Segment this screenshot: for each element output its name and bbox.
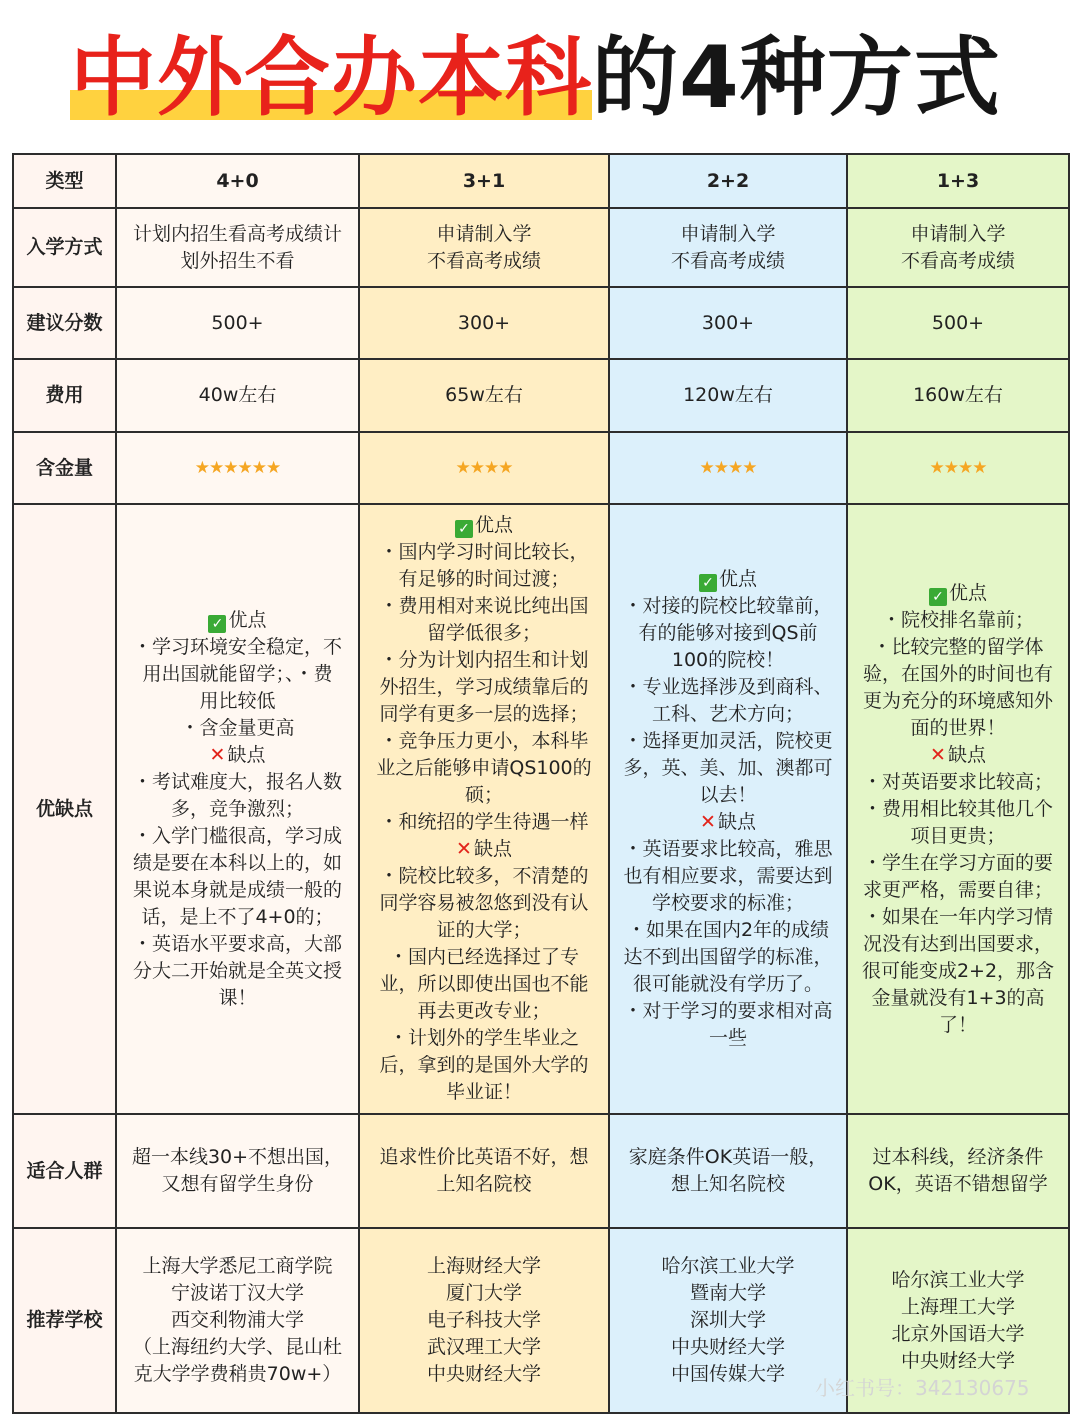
cons-heading [610,809,846,836]
cons-line: ・学生在学习方面的要 [862,851,1053,874]
school-name: 中央财经大学 [426,1363,541,1385]
pros-line: ・选择更加灵活，院校更 [623,730,833,752]
value-cell [847,432,1069,504]
value-cell [116,432,359,504]
pros-heading [610,566,846,593]
cost-cell: 40w左右 [116,359,359,432]
row-label-audience: 适合人群 [13,1114,116,1228]
cons-heading [360,836,608,863]
cross-icon: ✕ [700,811,716,833]
cons-line: 后，拿到的是国外大学的 [379,1054,589,1076]
pros-line: 以去！ [699,784,757,806]
cross-icon: ✕ [930,743,946,766]
cost-cell: 120w左右 [609,359,847,432]
star-icon: ★ [251,458,266,478]
pros-line: ・比较完整的留学体 [872,635,1044,658]
school-name: 北京外国语大学 [891,1322,1025,1345]
row-cost [13,359,1069,432]
comparison-table [12,153,1070,1414]
cell-line: 划外招生不看 [180,249,295,272]
pros-line: 用出国就能留学；、・费 [142,662,333,685]
pros-line: ・国内学习时间比较长， [379,541,589,563]
cons-line: ・对于学习的要求相对高 [623,1000,833,1022]
cons-line: 多，竞争激烈； [170,797,304,820]
pros-label: 优点 [948,581,987,604]
school-name: 中央财经大学 [900,1349,1015,1372]
cons-line: 课！ [218,986,257,1009]
proscons-cell [359,504,609,1114]
school-name: 电子科技大学 [426,1309,541,1331]
pros-line: ・学习环境安全稳定，不 [132,635,342,658]
star-icon: ★ [194,458,209,478]
schools-cell [116,1228,359,1413]
star-rating [195,458,281,478]
cons-line: 证的大学； [436,919,532,941]
title-area [0,0,1080,150]
cons-line: ・如果在国内2年的成绩 [626,919,830,941]
star-icon: ★ [929,458,944,478]
row-label-proscons: 优缺点 [13,504,116,1114]
star-icon: ★ [469,458,484,478]
cons-heading [117,742,358,769]
pros-line: 更为充分的环境感知外 [862,689,1053,712]
row-label-type: 类型 [13,154,116,208]
star-icon: ★ [943,458,958,478]
star-icon: ★ [699,458,714,478]
pros-heading [848,580,1068,607]
cell-line: 超一本线30+不想出国， [131,1146,344,1168]
row-audience [13,1114,1069,1228]
admission-cell [609,208,847,287]
proscons-cell [847,504,1069,1114]
pros-label: 优点 [718,568,757,590]
star-icon: ★ [266,458,281,478]
cell-line: 想上知名院校 [670,1173,785,1195]
type-3-1: 3+1 [359,154,609,208]
type-1-3: 1+3 [847,154,1069,208]
pros-line: 有足够的时间过渡； [398,568,570,590]
cons-line: 毕业证！ [445,1081,522,1103]
cell-line: 追求性价比英语不好，想 [379,1146,589,1168]
cons-heading [848,742,1068,769]
cons-line: ・入学门槛很高，学习成 [132,824,342,847]
cons-line: 况没有达到出国要求， [862,932,1053,955]
cons-line: 分大二开始就是全英文授 [132,959,342,982]
cons-line: 同学容易被忽悠到没有认 [379,892,589,914]
pros-line: ・费用相对来说比纯出国 [379,595,589,617]
score-cell: 300+ [609,287,847,359]
star-rating [456,458,513,478]
cost-cell: 160w左右 [847,359,1069,432]
school-name: 克大学学费稍贵70w+） [133,1363,342,1385]
star-icon: ★ [237,458,252,478]
star-icon: ★ [972,458,987,478]
check-icon: ✓ [699,574,717,592]
pros-line: ・和统招的学生待遇一样 [379,811,589,833]
row-type [13,154,1069,208]
pros-line: 100的院校！ [671,649,785,671]
pros-line: 验，在国外的时间也有 [862,662,1053,685]
cons-line: ・如果在一年内学习情 [862,905,1053,928]
cell-line: 计划内招生看高考成绩计 [132,222,342,245]
schools-cell [359,1228,609,1413]
admission-cell [847,208,1069,287]
school-name: （上海纽约大学、昆山杜 [132,1336,342,1358]
cons-line: ・国内已经选择过了专 [388,946,579,968]
star-icon: ★ [713,458,728,478]
cons-line: 学校要求的标准； [651,892,804,914]
pros-line: 硕； [464,784,503,806]
pros-line: 留学低很多； [426,622,541,644]
audience-cell [116,1114,359,1228]
check-icon: ✓ [208,615,226,633]
type-2-2: 2+2 [609,154,847,208]
cell-line: 上知名院校 [436,1173,532,1195]
cons-line: ・考试难度大，报名人数 [132,770,342,793]
cons-line: 也有相应要求，需要达到 [623,865,833,887]
row-label-schools: 推荐学校 [13,1228,116,1413]
star-icon: ★ [498,458,513,478]
cell-line: OK，英语不错想留学 [868,1173,1048,1195]
cons-label: 缺点 [717,811,756,833]
watermark: 小红书号：342130675 [815,1376,1030,1400]
type-4-0: 4+0 [116,154,359,208]
cell-line: 申请制入学 [910,222,1006,245]
star-rating [930,458,987,478]
value-cell [359,432,609,504]
cons-line: 很可能变成2+2，那含 [861,959,1055,982]
score-cell: 300+ [359,287,609,359]
cell-line: 又想有留学生身份 [161,1173,314,1195]
cons-line: 项目更贵； [910,824,1006,847]
pros-heading [360,512,608,539]
pros-line: 用比较低 [199,689,276,712]
cell-line: 不看高考成绩 [900,249,1015,272]
pros-line: 业之后能够申请QS100的 [376,757,592,779]
school-name: 宁波诺丁汉大学 [170,1282,304,1304]
pros-line: 有的能够对接到QS前 [638,622,818,644]
proscons-cell [609,504,847,1114]
pros-line: 多，英、美、加、澳都可 [623,757,833,779]
page-title [70,28,1001,128]
cost-cell: 65w左右 [359,359,609,432]
value-cell [609,432,847,504]
star-icon: ★ [223,458,238,478]
cell-line: 过本科线，经济条件 [872,1146,1044,1168]
school-name: 上海大学悉尼工商学院 [142,1255,333,1277]
cell-line: 家庭条件OK英语一般， [628,1146,828,1168]
audience-cell [847,1114,1069,1228]
score-cell: 500+ [116,287,359,359]
school-name: 哈尔滨工业大学 [891,1268,1025,1291]
star-icon: ★ [209,458,224,478]
cross-icon: ✕ [209,743,226,766]
school-name: 上海财经大学 [426,1255,541,1277]
cons-line: 果说本身就是成绩一般的 [132,878,342,901]
cons-label: 缺点 [947,743,986,766]
cons-line: ・费用相比较其他几个 [862,797,1053,820]
school-name: 中央财经大学 [670,1336,785,1358]
cons-line: 很可能就没有学历了。 [632,973,823,995]
cons-label: 缺点 [473,838,512,860]
pros-line: ・分为计划内招生和计划 [379,649,589,671]
proscons-cell [116,504,359,1114]
pros-line: 同学有更多一层的选择； [379,703,589,725]
admission-cell [116,208,359,287]
cons-line: 一些 [708,1027,747,1049]
row-admission [13,208,1069,287]
cons-line: ・计划外的学生毕业之 [388,1027,579,1049]
row-label-admission: 入学方式 [13,208,116,287]
title-dark-part: 的4种方式 [592,28,1001,128]
school-name: 暨南大学 [689,1282,766,1304]
pros-label: 优点 [474,514,513,536]
cons-line: ・院校比较多，不清楚的 [379,865,589,887]
row-label-value: 含金量 [13,432,116,504]
cross-icon: ✕ [456,838,472,860]
pros-line: 面的世界！ [910,716,1006,739]
school-name: 西交利物浦大学 [170,1309,304,1331]
cell-line: 申请制入学 [680,222,776,245]
school-name: 深圳大学 [689,1309,766,1331]
audience-cell [609,1114,847,1228]
pros-heading [117,607,358,634]
row-value [13,432,1069,504]
cons-label: 缺点 [227,743,266,766]
star-icon: ★ [484,458,499,478]
star-icon: ★ [728,458,743,478]
pros-line: ・专业选择涉及到商科、 [623,676,833,698]
cons-line: ・英语要求比较高，雅思 [623,838,833,860]
star-icon: ★ [958,458,973,478]
school-name: 上海理工大学 [900,1295,1015,1318]
cons-line: 了！ [938,1013,977,1036]
star-icon: ★ [742,458,757,478]
pros-line: ・含金量更高 [180,716,295,739]
check-icon: ✓ [929,588,947,606]
score-cell: 500+ [847,287,1069,359]
cons-line: 金量就没有1+3的高 [871,986,1045,1009]
school-name: 中国传媒大学 [670,1363,785,1385]
cell-line: 申请制入学 [436,222,532,245]
row-proscons [13,504,1069,1114]
schools-cell [609,1228,847,1413]
pros-line: ・对接的院校比较靠前， [623,595,833,617]
row-score [13,287,1069,359]
pros-line: 外招生，学习成绩靠后的 [379,676,589,698]
pros-line: ・院校排名靠前； [881,608,1034,631]
cons-line: 绩是要在本科以上的，如 [132,851,342,874]
cons-line: 再去更改专业； [417,1000,551,1022]
row-label-cost: 费用 [13,359,116,432]
cons-line: 求更严格，需要自律； [862,878,1053,901]
cons-line: 话，是上不了4+0的； [141,905,334,928]
cons-line: ・英语水平要求高，大部 [132,932,342,955]
title-red-part: 中外合办本科 [70,28,592,128]
cell-line: 不看高考成绩 [426,249,541,272]
admission-cell [359,208,609,287]
cell-line: 不看高考成绩 [670,249,785,272]
school-name: 武汉理工大学 [426,1336,541,1358]
pros-label: 优点 [228,608,267,631]
row-label-score: 建议分数 [13,287,116,359]
star-icon: ★ [455,458,470,478]
audience-cell [359,1114,609,1228]
cons-line: ・对英语要求比较高； [862,770,1053,793]
cons-line: 达不到出国留学的标准， [623,946,833,968]
school-name: 哈尔滨工业大学 [661,1255,795,1277]
star-rating [700,458,757,478]
check-icon: ✓ [455,520,473,538]
pros-line: ・竞争压力更小，本科毕 [379,730,589,752]
cons-line: 业，所以即使出国也不能 [379,973,589,995]
pros-line: 工科、艺术方向； [651,703,804,725]
school-name: 厦门大学 [445,1282,522,1304]
